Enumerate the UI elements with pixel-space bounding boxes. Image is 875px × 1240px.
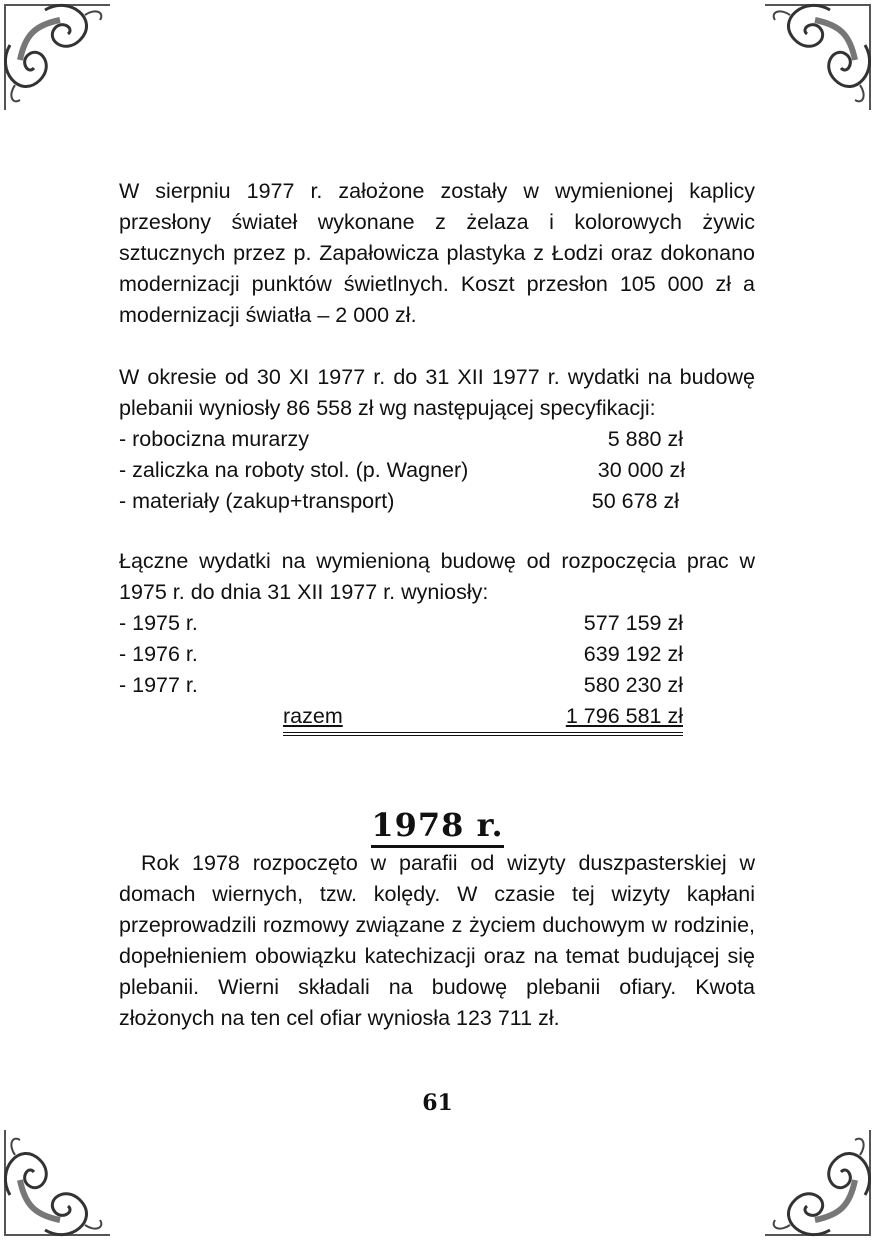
- expense-row: [119, 424, 755, 455]
- paragraph-chapel-lighting: [119, 176, 755, 331]
- year-label: - 1977 r.: [119, 673, 198, 697]
- total-double-underline: [283, 735, 683, 736]
- yearly-expense-row: [119, 670, 755, 701]
- yearly-expense-list: [119, 608, 755, 639]
- expense-value: 5 880 zł: [607, 427, 683, 451]
- expense-list-row-wrap: [119, 455, 755, 486]
- yearly-expense-row-wrap: [119, 670, 755, 701]
- section-heading: [0, 806, 875, 844]
- paragraph-text: Rok 1978 rozpoczęto w parafii od wizyty duszpasterskiej w domach wiernych, tzw. kolędy. W czasie tej wizyty kapłani przeprowadzili rozmowy związane z życiem duchowym w rodzinie, dopełnieniem obowiązku katechizacji oraz na temat budującej się plebanii. Wierni składali na budowę plebanii ofiary. Kwota złożonych na ten cel ofiar wyniosła 123 711 zł.: [119, 851, 755, 1030]
- paragraph-intro: W okresie od 30 XI 1977 r. do 31 XII 1977 r. wydatki na budowę plebanii wyniosły 86 558 zł wg następującej specyfikacji:: [119, 365, 755, 420]
- corner-ornament-icon: [763, 0, 875, 112]
- expense-value: 30 000 zł: [597, 458, 685, 482]
- corner-ornament-icon: [0, 0, 112, 112]
- year-value: 580 230 zł: [583, 673, 683, 697]
- total-value: 1 796 581 zł: [565, 704, 683, 728]
- expense-row: [119, 486, 755, 517]
- yearly-expense-row: [119, 608, 755, 639]
- page-number: 61: [422, 1090, 453, 1116]
- year-label: - 1975 r.: [119, 611, 198, 635]
- total-row: [119, 701, 755, 735]
- expense-label: - materiały (zakup+transport): [119, 489, 395, 513]
- paragraph-1978: [119, 848, 755, 1034]
- yearly-expense-row: [119, 639, 755, 670]
- paragraph-intro: Łączne wydatki na wymienioną budowę od rozpoczęcia prac w 1975 r. do dnia 31 XII 1977 r. wyniosły:: [119, 549, 755, 604]
- section-heading-text: 1978 r.: [371, 806, 503, 848]
- year-value: 577 159 zł: [583, 611, 683, 635]
- year-value: 639 192 zł: [583, 642, 683, 666]
- expense-row: [119, 455, 755, 486]
- expense-value: 50 678 zł: [591, 489, 679, 513]
- year-label: - 1976 r.: [119, 642, 198, 666]
- corner-ornament-icon: [0, 1128, 112, 1240]
- expense-label: - robocizna murarzy: [119, 427, 309, 451]
- yearly-expense-row-wrap: [119, 639, 755, 670]
- corner-ornament-icon: [763, 1128, 875, 1240]
- expense-list: [119, 424, 755, 455]
- expense-label: - zaliczka na roboty stol. (p. Wagner): [119, 458, 469, 482]
- expense-list-row-wrap: [119, 486, 755, 517]
- total-label: razem: [283, 704, 343, 728]
- paragraph-rectory-expenses: [119, 362, 755, 517]
- paragraph-total-expenses: [119, 546, 755, 735]
- paragraph-text: W sierpniu 1977 r. założone zostały w wymienionej kaplicy przesłony świateł wykonane z żelaza i kolorowych żywic sztucznych przez p. Zapałowicza plastyka z Łodzi oraz dokonano modernizacji punktów świetlnych. Koszt przesłon 105 000 zł a modernizacji światła – 2 000 zł.: [119, 179, 755, 327]
